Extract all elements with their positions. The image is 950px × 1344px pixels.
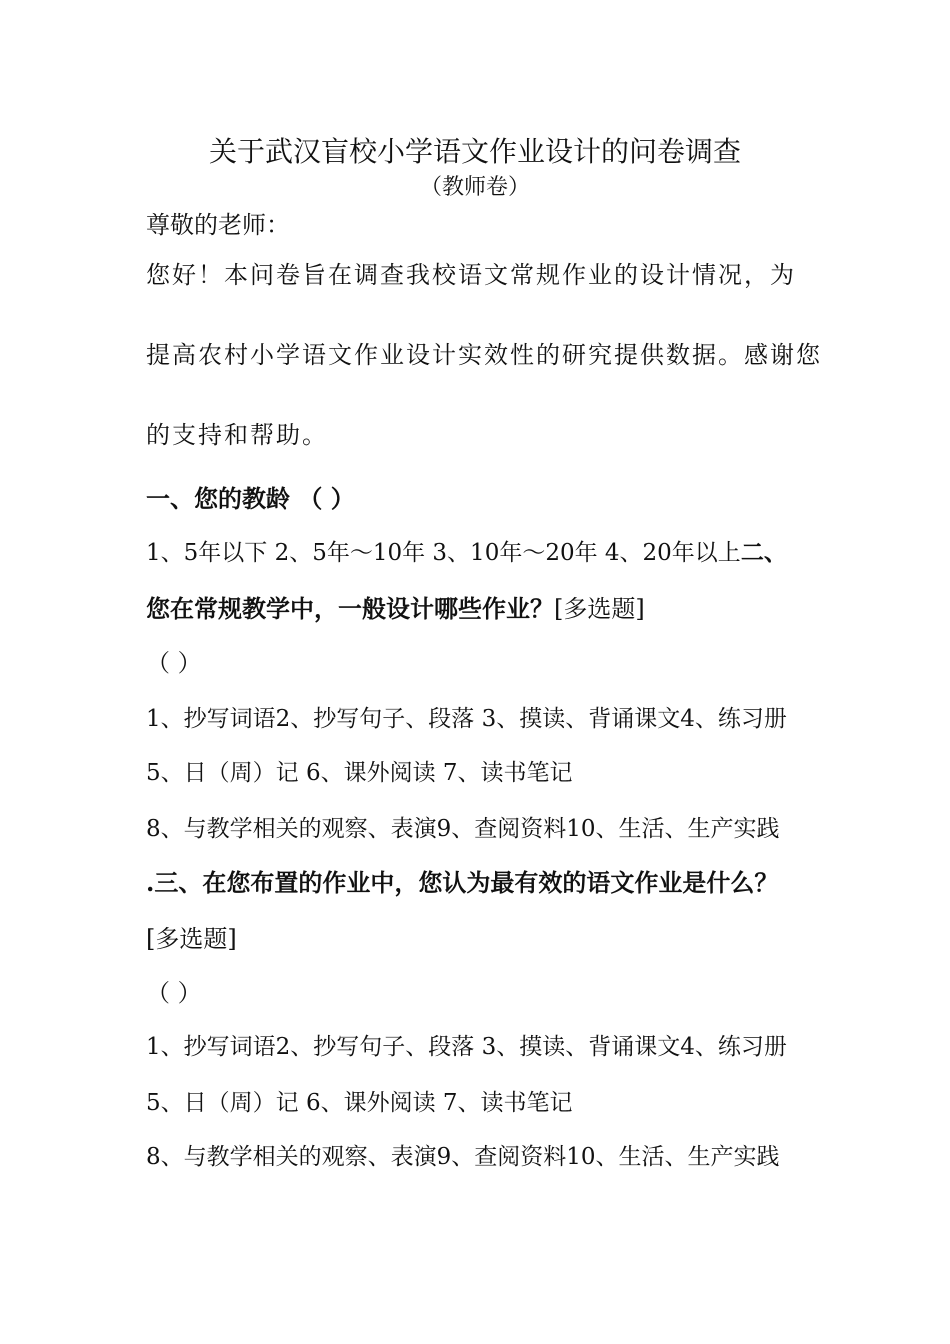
question-3-title: .三、在您布置的作业中，您认为最有效的语文作业是什么？ — [146, 868, 779, 897]
question-1-options — [146, 538, 787, 568]
question-3-answer-blank: （ ） — [146, 979, 202, 1007]
question-3-options-line-2: 5、日（周）记 6、课外阅读 7、读书笔记 — [146, 1090, 573, 1116]
question-2-number: 二、 — [740, 539, 787, 566]
question-1-options-text: 1、5年以下 2、5年～10年 3、10年～20年 4、20年以上 — [146, 540, 741, 566]
question-2-options-line-1: 1、抄写词语2、抄写句子、段落 3、摸读、背诵课文4、练习册 — [146, 706, 787, 732]
question-3-options-line-3: 8、与教学相关的观察、表演9、查阅资料10、生活、生产实践 — [146, 1144, 780, 1170]
document-title: 关于武汉盲校小学语文作业设计的问卷调查 — [208, 135, 741, 168]
salutation: 尊敬的老师： — [146, 211, 290, 239]
intro-line-3: 的支持和帮助。 — [146, 421, 328, 449]
intro-line-1: 您好！本问卷旨在调查我校语文常规作业的设计情况，为 — [146, 261, 796, 289]
question-2-options-line-2: 5、日（周）记 6、课外阅读 7、读书笔记 — [146, 760, 573, 786]
question-3-options-line-1: 1、抄写词语2、抄写句子、段落 3、摸读、背诵课文4、练习册 — [146, 1034, 787, 1060]
document-subtitle: （教师卷） — [419, 175, 530, 200]
question-2-multi-tag: [多选题] — [554, 595, 645, 623]
question-1-title: 一、您的教龄 （ ） — [146, 484, 355, 513]
intro-line-2: 提高农村小学语文作业设计实效性的研究提供数据。感谢您 — [146, 341, 822, 369]
question-2-title — [146, 594, 645, 624]
question-3-multi-tag: [多选题] — [146, 925, 237, 953]
question-2-options-line-3: 8、与教学相关的观察、表演9、查阅资料10、生活、生产实践 — [146, 816, 780, 842]
question-2-answer-blank: （ ） — [146, 649, 202, 677]
question-2-title-text: 您在常规教学中，一般设计哪些作业？ — [146, 594, 554, 623]
